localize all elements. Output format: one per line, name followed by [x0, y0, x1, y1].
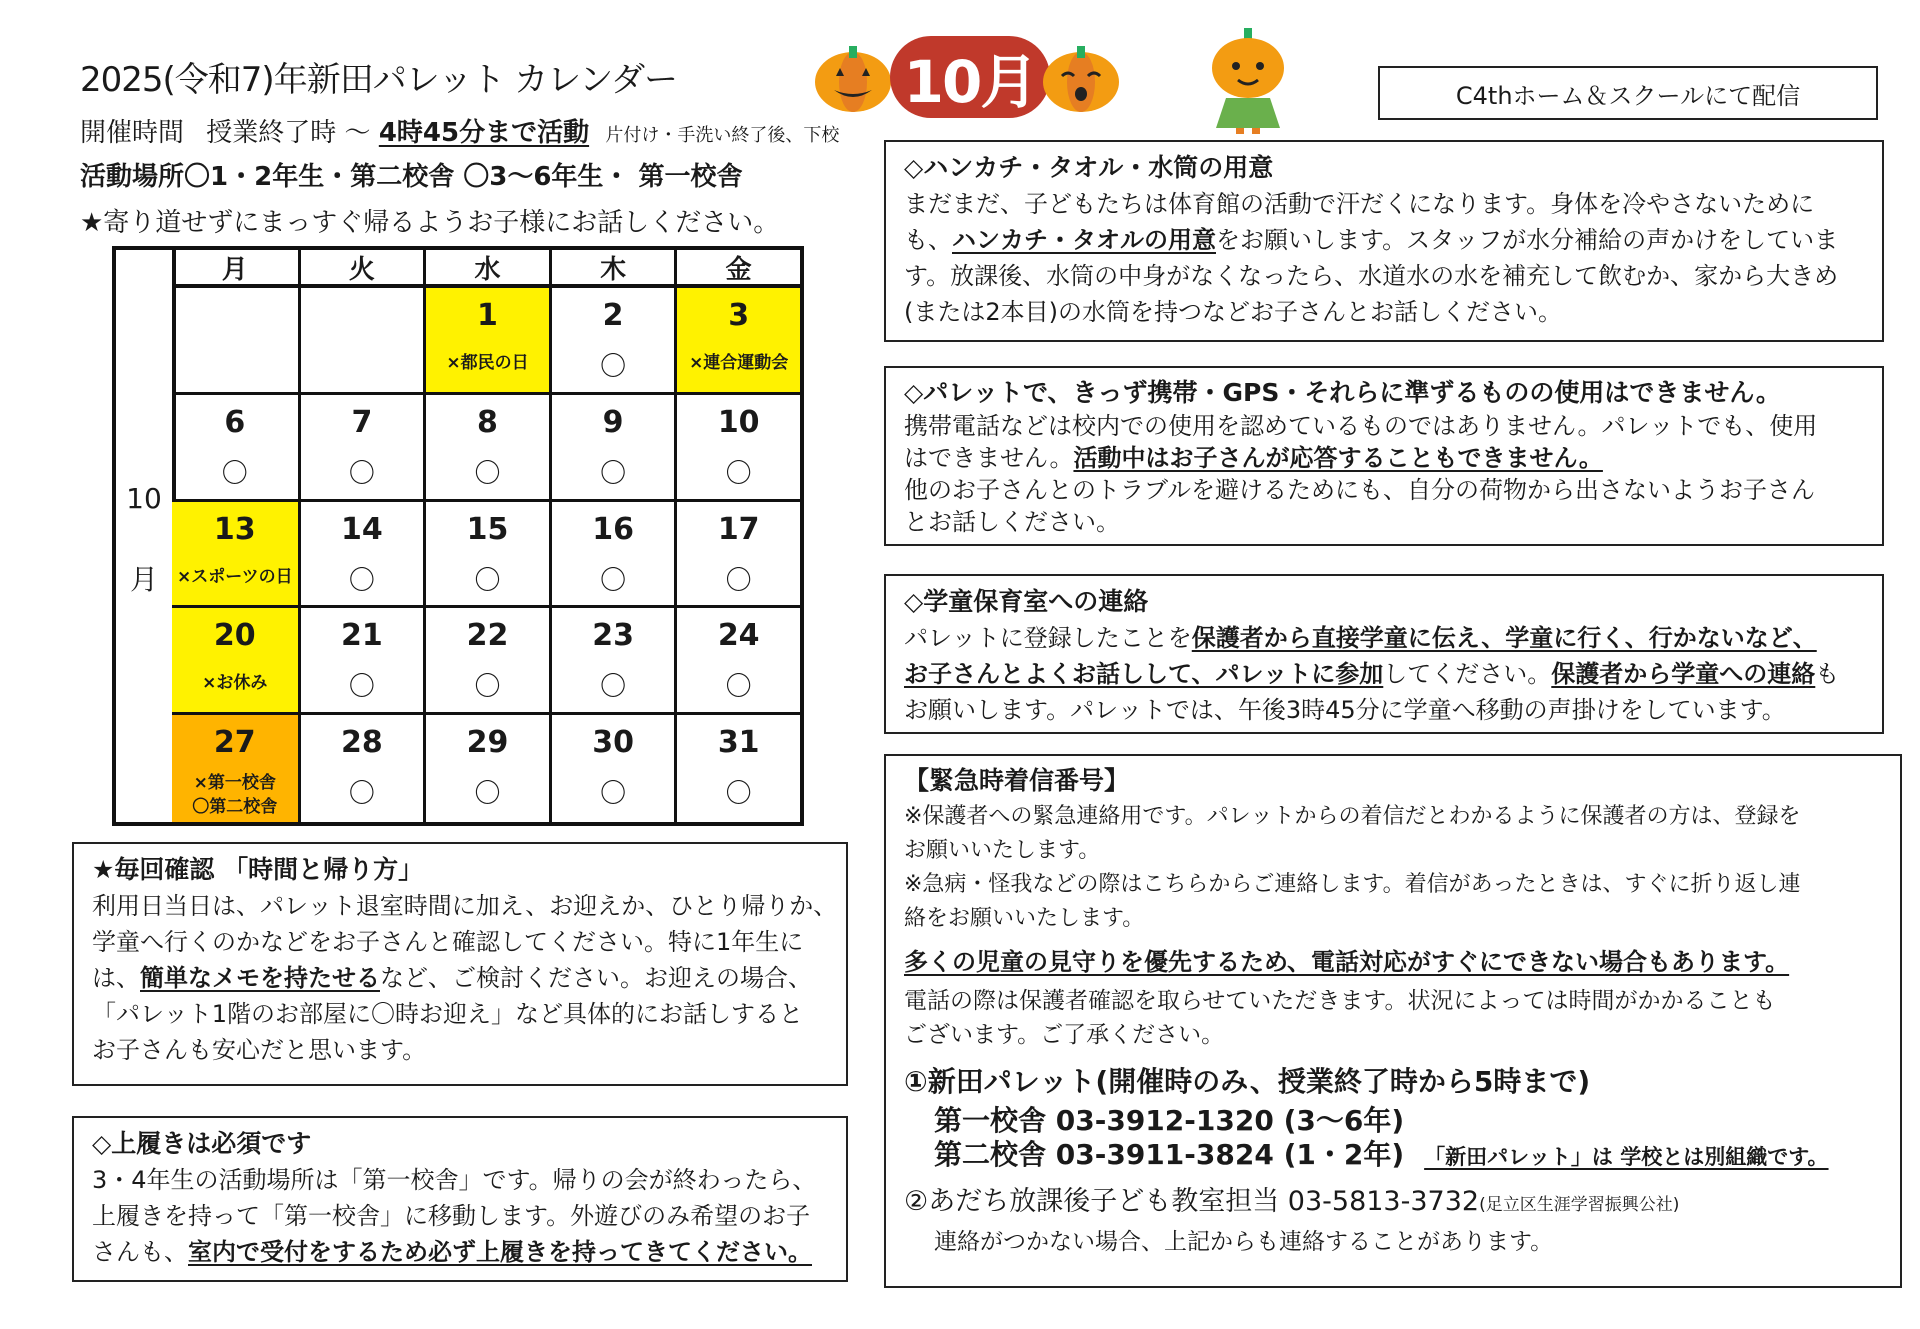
phone-heading: ◇パレットで、きっず携帯・GPS・それらに準ずるものの使用はできません。 [904, 378, 1781, 407]
towel-line: (または2本目)の水筒を持つなどお子さんとお話しください。 [904, 298, 1562, 326]
day-number: 17 [717, 511, 760, 547]
calendar-grid [172, 250, 800, 822]
gakudo-emphasis: お子さんとよくお話しして、パレットに参加 [904, 660, 1384, 688]
confirm-line: 学童へ行くのかなどをお子さんと確認してください。特に1年生に [92, 928, 804, 956]
calendar-day-cell [674, 608, 800, 715]
contact-adachi: ②あだち放課後子ども教室担当 03-5813-3732 [904, 1186, 1480, 1217]
shoes-text: さんも、 [92, 1238, 188, 1266]
gakudo-emphasis: 保護者から学童への連絡 [1551, 660, 1816, 688]
open-mark: 〇 [600, 352, 627, 382]
contact-adachi-line [904, 1180, 1882, 1227]
separate-org-note: 「新田パレット」は 学校とは別組織です。 [1424, 1145, 1829, 1169]
calendar-day-cell [423, 502, 549, 609]
day-number: 1 [477, 298, 498, 333]
day-number: 15 [466, 511, 509, 547]
hours-text: 授業終了時 〜 [206, 118, 371, 148]
emergency-box [884, 754, 1902, 1288]
shoes-line: 3・4年生の活動場所は「第一校舎」です。帰りの会が終わったら、 [92, 1166, 817, 1194]
confirm-line [92, 960, 828, 996]
towel-line [904, 222, 1864, 258]
phone-line [904, 442, 1864, 474]
day-number: 21 [341, 618, 383, 654]
gakudo-line [904, 620, 1864, 656]
calendar-day-cell [423, 715, 549, 822]
day-number: 10 [717, 404, 760, 440]
weekday-header: 水 [423, 250, 549, 288]
phone-line: とお話しください。 [904, 508, 1120, 536]
open-mark: 〇 [221, 458, 248, 489]
calendar-day-cell [423, 288, 549, 395]
phone-line: 携帯電話などは校内での使用を認めているものではありません。パレットでも、使用 [904, 412, 1818, 440]
calendar-day-cell [172, 288, 298, 395]
calendar-day-cell [298, 288, 424, 395]
day-number: 7 [351, 404, 373, 440]
gakudo-line: お願いします。パレットでは、午後3時45分に学童へ移動の声掛けをしています。 [904, 696, 1786, 724]
delivery-notice: C4thホーム＆スクールにて配信 [1378, 66, 1878, 120]
open-mark: 〇 [348, 672, 375, 703]
shoes-emphasis: 室内で受付をするため必ず上履きを持ってきてください。 [188, 1238, 812, 1266]
place-text: 〇1・2年生・第二校舎 〇3〜6年生・ 第一校舎 [184, 162, 743, 192]
confirm-emphasis: 簡単なメモを持たせる [140, 964, 380, 992]
confirm-heading: ★毎回確認 「時間と帰り方」 [92, 855, 424, 884]
calendar-day-cell [549, 395, 675, 502]
day-number: 13 [213, 511, 256, 547]
gakudo-text: パレットに登録したことを [904, 624, 1192, 652]
open-mark: 〇 [725, 672, 752, 703]
calendar-day-cell [674, 288, 800, 395]
day-number: 27 [213, 725, 256, 761]
calendar-day-cell [172, 715, 298, 822]
day-note: ×お休み [202, 673, 268, 694]
contact-adachi-note: 連絡がつかない場合、上記からも連絡することがあります。 [934, 1229, 1554, 1255]
calendar-month-column [116, 250, 176, 822]
phone-school-2: 第二校舎 03-3911-3824 (1・2年) [934, 1138, 1405, 1171]
month-badge: 10月 [890, 36, 1050, 118]
emergency-line: 電話の際は保護者確認を取らせていただきます。状況によっては時間がかかることも [904, 988, 1776, 1014]
weekday-header: 木 [549, 250, 675, 288]
gakudo-heading: ◇学童保育室への連絡 [904, 587, 1149, 616]
day-number: 22 [466, 618, 509, 654]
open-mark: 〇 [600, 458, 627, 489]
gakudo-text: も [1815, 660, 1840, 688]
weekday-header: 金 [674, 250, 800, 288]
towel-text: をお願いします。スタッフが水分補給の声かけをしていま [1216, 226, 1839, 254]
day-note: ×第一校舎 〇第二校舎 [192, 773, 278, 818]
hours-line [80, 112, 839, 149]
calendar-day-cell [298, 608, 424, 715]
open-mark: 〇 [348, 779, 375, 810]
day-note: ×連合運動会 [689, 353, 789, 373]
confirm-text: など、ご検討ください。お迎えの場合、 [380, 964, 812, 992]
phone-line: 他のお子さんとのトラブルを避けるためにも、自分の荷物から出さないようお子さん [904, 476, 1816, 504]
calendar-day-cell [423, 395, 549, 502]
emergency-line: 絡をお願いいたします。 [904, 906, 1145, 931]
month-label-number: 10 [126, 482, 162, 515]
day-number: 29 [466, 725, 509, 761]
day-number: 2 [602, 298, 624, 333]
shoes-line: 上履きを持って「第一校舎」に移動します。外遊びのみ希望のお子 [92, 1202, 811, 1230]
day-number: 16 [592, 511, 634, 547]
emergency-line: ※保護者への緊急連絡用です。パレットからの着信だとわかるように保護者の方は、登録を [904, 804, 1801, 829]
phone-school-2-line [904, 1138, 1882, 1174]
calendar-day-cell [549, 288, 675, 395]
gakudo-line [904, 656, 1864, 692]
open-mark: 〇 [474, 779, 501, 810]
open-mark: 〇 [725, 779, 752, 810]
hours-note: 片付け・手洗い終了後、下校 [605, 125, 840, 146]
open-mark: 〇 [725, 565, 752, 596]
open-mark: 〇 [474, 565, 501, 596]
weekday-header: 火 [298, 250, 424, 288]
emergency-line: ございます。ご了承ください。 [904, 1022, 1225, 1048]
open-mark: 〇 [474, 672, 501, 703]
day-note: ×スポーツの日 [177, 566, 293, 587]
calendar-day-cell [298, 715, 424, 822]
header-notice: ★寄り道せずにまっすぐ帰るようお子様にお話しください。 [80, 208, 780, 238]
pumpkin-character-icon [1206, 28, 1290, 136]
calendar-day-cell [172, 502, 298, 609]
towel-line: まだまだ、子どもたちは体育館の活動で汗だくになります。身体を冷やさないために [904, 190, 1815, 218]
calendar-day-cell [674, 395, 800, 502]
phone-emphasis: 活動中はお子さんが応答することもできません。 [1073, 444, 1603, 472]
calendar-day-cell [549, 502, 675, 609]
calendar [112, 246, 804, 826]
towel-box [884, 140, 1884, 342]
day-number: 9 [602, 404, 624, 440]
hours-end: 4時45分まで活動 [378, 118, 590, 148]
day-note: ×都民の日 [446, 353, 529, 373]
calendar-day-cell [549, 715, 675, 822]
confirm-box [72, 842, 848, 1086]
towel-heading: ◇ハンカチ・タオル・水筒の用意 [904, 153, 1274, 182]
open-mark: 〇 [348, 458, 375, 489]
open-mark: 〇 [600, 565, 627, 596]
shoes-box [72, 1116, 848, 1282]
calendar-day-cell [674, 715, 800, 822]
day-number: 8 [477, 404, 498, 440]
pumpkin-icon [812, 40, 894, 114]
calendar-day-cell [423, 608, 549, 715]
emergency-line: ※急病・怪我などの際はこちらからご連絡します。着信があったときは、すぐに折り返し連 [904, 872, 1801, 897]
shoes-heading: ◇上履きは必須です [92, 1129, 312, 1158]
confirm-line: 「パレット1階のお部屋に〇時お迎え」など具体的にお話しすると [92, 1000, 804, 1028]
confirm-text: は、 [92, 964, 140, 992]
phone-text: はできません。 [904, 444, 1074, 472]
open-mark: 〇 [725, 458, 752, 489]
confirm-line: お子さんも安心だと思います。 [92, 1036, 427, 1064]
towel-emphasis: ハンカチ・タオルの用意 [952, 226, 1216, 254]
gakudo-box [884, 574, 1884, 734]
shoes-line [92, 1234, 828, 1270]
calendar-day-cell [674, 502, 800, 609]
day-number: 30 [592, 725, 634, 761]
contact-adachi-org: (足立区生涯学習振興公社) [1479, 1195, 1680, 1215]
confirm-line: 利用日当日は、パレット退室時間に加え、お迎えか、ひとり帰りか、 [92, 892, 838, 920]
contact-paletto: ①新田パレット(開催時のみ、授業終了時から5時まで) [904, 1065, 1591, 1098]
emergency-heading: 【緊急時着信番号】 [904, 766, 1130, 795]
day-number: 24 [717, 618, 760, 654]
weekday-header: 月 [172, 250, 298, 288]
phone-box [884, 366, 1884, 546]
calendar-day-cell [298, 395, 424, 502]
day-number: 31 [717, 725, 760, 761]
hours-label: 開催時間 [80, 118, 185, 148]
page-title: 2025(令和7)年新田パレット カレンダー [80, 60, 677, 100]
calendar-day-cell [298, 502, 424, 609]
emergency-line: お願いいたします。 [904, 838, 1101, 863]
pumpkin-icon [1040, 40, 1122, 114]
day-number: 28 [341, 725, 383, 761]
gakudo-text: してください。 [1383, 660, 1552, 688]
day-number: 14 [341, 511, 383, 547]
day-number: 6 [224, 404, 246, 440]
month-label-kanji: 月 [129, 563, 158, 596]
open-mark: 〇 [600, 779, 627, 810]
day-number: 23 [592, 618, 634, 654]
emergency-warning: 多くの児童の見守りを優先するため、電話対応がすぐにできない場合もあります。 [904, 948, 1790, 976]
day-number: 3 [728, 298, 750, 333]
place-label: 活動場所 [80, 162, 185, 192]
place-line [80, 156, 742, 193]
calendar-day-cell [172, 395, 298, 502]
calendar-day-cell [549, 608, 675, 715]
open-mark: 〇 [474, 458, 501, 489]
phone-school-1: 第一校舎 03-3912-1320 (3〜6年) [934, 1104, 1405, 1137]
open-mark: 〇 [348, 565, 375, 596]
calendar-day-cell [172, 608, 298, 715]
gakudo-emphasis: 保護者から直接学童に伝え、学童に行く、行かないなど、 [1191, 624, 1817, 652]
day-number: 20 [213, 618, 256, 654]
towel-line: す。放課後、水筒の中身がなくなったら、水道水の水を補充して飲むか、家から大きめ [904, 262, 1839, 290]
towel-text: も、 [904, 226, 952, 254]
open-mark: 〇 [600, 672, 627, 703]
